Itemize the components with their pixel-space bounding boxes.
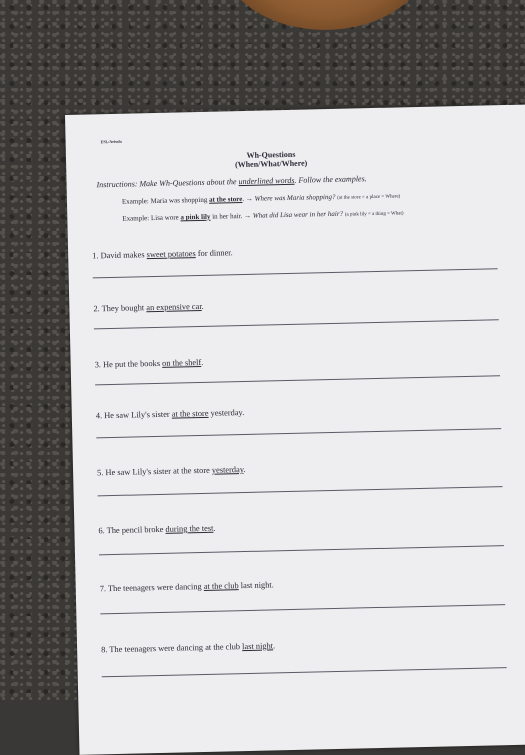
answer-line-6[interactable] [99, 545, 504, 555]
worksheet-title: Wh-Questions [246, 149, 296, 160]
example-2-lead: Example: Lisa wore [122, 213, 179, 223]
question-4: 4. He saw Lily's sister at the store yesterday. [95, 408, 245, 421]
example-2-note: (a pink lily = a thing = What) [344, 211, 404, 218]
example-2 [122, 208, 403, 222]
worksheet-paper [65, 103, 525, 755]
question-1: 1. David makes sweet potatoes for dinner. [92, 248, 233, 261]
worksheet-subtitle: (When/What/Where) [234, 158, 308, 170]
answer-line-8[interactable] [102, 667, 507, 677]
instructions-tail: . Follow the examples. [294, 174, 367, 185]
answer-line-1[interactable] [93, 268, 498, 278]
example-1-answer: Where was Maria shopping? [254, 192, 336, 203]
question-5: 5. He saw Lily's sister at the store yesterday. [97, 464, 246, 478]
example-1-note: (at the store = a place = Where) [337, 194, 401, 201]
header-tag: ESL/Arisola [100, 138, 122, 145]
example-1 [122, 191, 401, 205]
example-1-tail: . [242, 194, 245, 203]
question-6: 6. The pencil broke during the test. [98, 523, 216, 536]
answer-line-4[interactable] [96, 428, 501, 438]
instructions-underlined: underlined words [238, 175, 295, 187]
example-2-answer: What did Lisa wear in her hair? [252, 209, 344, 220]
question-2: 2. They bought an expensive car. [93, 301, 204, 314]
question-8: 8. The teenagers were dancing at the club last night. [101, 641, 276, 655]
instructions [96, 174, 366, 189]
instructions-lead: Instructions: Make Wh-Questions about the [96, 177, 237, 190]
example-2-underlined: a pink lily [180, 212, 211, 222]
answer-line-7[interactable] [100, 604, 505, 614]
answer-line-5[interactable] [98, 486, 503, 496]
answer-line-2[interactable] [94, 319, 499, 329]
example-1-lead: Example: Maria was shopping [121, 195, 208, 206]
example-1-underlined: at the store [208, 194, 243, 204]
example-2-tail: in her hair. [212, 212, 243, 221]
answer-line-3[interactable] [95, 375, 500, 385]
question-3: 3. He put the books on the shelf. [94, 357, 204, 370]
arrow-icon: → [243, 211, 252, 220]
arrow-icon: → [245, 194, 253, 203]
question-7: 7. The teenagers were dancing at the club last night. [99, 580, 274, 594]
